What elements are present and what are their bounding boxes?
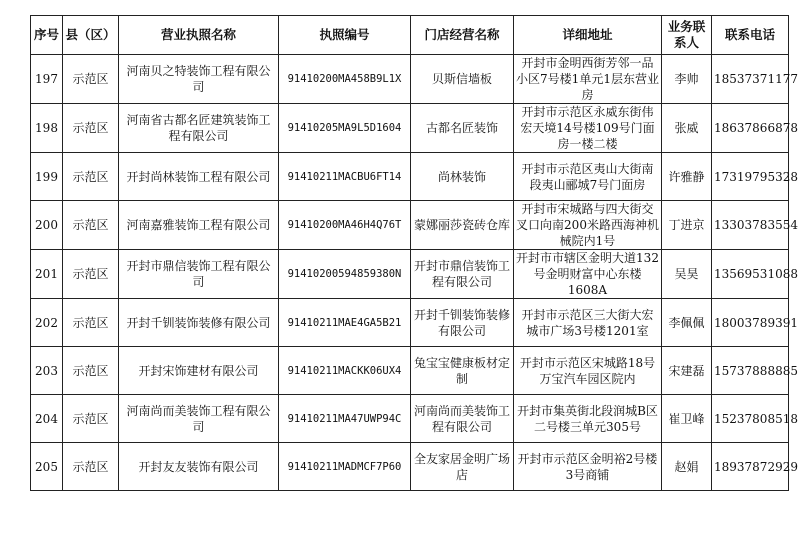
cell-contact: 崔卫峰 xyxy=(662,395,712,443)
cell-contact: 张威 xyxy=(662,104,712,153)
cell-no: 197 xyxy=(31,55,63,104)
cell-county: 示范区 xyxy=(63,299,119,347)
cell-phone: 18003789391 xyxy=(712,299,789,347)
header-county: 县（区） xyxy=(63,16,119,55)
cell-license: 91410211MA47UWP94C xyxy=(279,395,411,443)
cell-address: 开封市示范区金明裕2号楼3号商铺 xyxy=(514,443,662,491)
cell-store: 河南尚而美装饰工程有限公司 xyxy=(411,395,514,443)
cell-phone: 18637866878 xyxy=(712,104,789,153)
table-row xyxy=(31,104,789,153)
cell-store: 全友家居金明广场店 xyxy=(411,443,514,491)
cell-address: 开封市金明西街芳邻一品小区7号楼1单元1层东营业房 xyxy=(514,55,662,104)
cell-county: 示范区 xyxy=(63,395,119,443)
header-contact: 业务联系人 xyxy=(662,16,712,55)
cell-county: 示范区 xyxy=(63,250,119,299)
cell-no: 200 xyxy=(31,201,63,250)
cell-address: 开封市示范区夷山大街南段夷山郦城7号门面房 xyxy=(514,153,662,201)
table-row xyxy=(31,299,789,347)
cell-company: 开封友友装饰有限公司 xyxy=(119,443,279,491)
cell-company: 河南尚而美装饰工程有限公司 xyxy=(119,395,279,443)
table-row xyxy=(31,250,789,299)
cell-company: 开封市鼎信装饰工程有限公司 xyxy=(119,250,279,299)
cell-phone: 18537371177 xyxy=(712,55,789,104)
cell-company: 河南嘉雅装饰工程有限公司 xyxy=(119,201,279,250)
cell-county: 示范区 xyxy=(63,55,119,104)
cell-address: 开封市示范区宋城路18号万宝汽车园区院内 xyxy=(514,347,662,395)
table-row xyxy=(31,347,789,395)
cell-county: 示范区 xyxy=(63,443,119,491)
table-row xyxy=(31,395,789,443)
table-row xyxy=(31,153,789,201)
cell-contact: 宋建磊 xyxy=(662,347,712,395)
cell-no: 203 xyxy=(31,347,63,395)
cell-address: 开封市集英街北段润城B区二号楼三单元305号 xyxy=(514,395,662,443)
header-no: 序号 xyxy=(31,16,63,55)
cell-phone: 17319795328 xyxy=(712,153,789,201)
cell-contact: 赵娟 xyxy=(662,443,712,491)
cell-store: 开封市鼎信装饰工程有限公司 xyxy=(411,250,514,299)
table-row xyxy=(31,55,789,104)
cell-phone: 13569531088 xyxy=(712,250,789,299)
cell-store: 尚林装饰 xyxy=(411,153,514,201)
cell-store: 古都名匠装饰 xyxy=(411,104,514,153)
cell-no: 199 xyxy=(31,153,63,201)
cell-license: 91410211MADMCF7P60 xyxy=(279,443,411,491)
cell-company: 河南贝之特装饰工程有限公司 xyxy=(119,55,279,104)
cell-contact: 吴昊 xyxy=(662,250,712,299)
cell-store: 贝斯信墙板 xyxy=(411,55,514,104)
cell-license: 91410200MA46H4Q76T xyxy=(279,201,411,250)
cell-license: 91410200594859380N xyxy=(279,250,411,299)
cell-no: 202 xyxy=(31,299,63,347)
cell-phone: 15237808518 xyxy=(712,395,789,443)
cell-company: 开封千钏装饰装修有限公司 xyxy=(119,299,279,347)
header-license: 执照编号 xyxy=(279,16,411,55)
cell-county: 示范区 xyxy=(63,201,119,250)
header-row xyxy=(31,16,789,55)
cell-store: 兔宝宝健康板材定制 xyxy=(411,347,514,395)
header-store: 门店经营名称 xyxy=(411,16,514,55)
cell-license: 91410211MAE4GA5B21 xyxy=(279,299,411,347)
cell-contact: 李帅 xyxy=(662,55,712,104)
cell-no: 205 xyxy=(31,443,63,491)
header-company: 营业执照名称 xyxy=(119,16,279,55)
cell-license: 91410205MA9L5D1604 xyxy=(279,104,411,153)
cell-phone: 18937872929 xyxy=(712,443,789,491)
cell-address: 开封市市辖区金明大道132号金明财富中心东楼1608A xyxy=(514,250,662,299)
table-row xyxy=(31,201,789,250)
cell-address: 开封市示范区三大街大宏城市广场3号楼1201室 xyxy=(514,299,662,347)
cell-phone: 13303783554 xyxy=(712,201,789,250)
cell-county: 示范区 xyxy=(63,347,119,395)
company-list-table xyxy=(30,15,798,491)
cell-no: 201 xyxy=(31,250,63,299)
cell-company: 开封尚林装饰工程有限公司 xyxy=(119,153,279,201)
cell-license: 91410211MACBU6FT14 xyxy=(279,153,411,201)
table-row xyxy=(31,443,789,491)
cell-county: 示范区 xyxy=(63,104,119,153)
header-phone: 联系电话 xyxy=(712,16,789,55)
cell-contact: 许雅静 xyxy=(662,153,712,201)
cell-store: 开封千钏装饰装修有限公司 xyxy=(411,299,514,347)
cell-contact: 李佩佩 xyxy=(662,299,712,347)
cell-address: 开封市示范区永威东街伟宏天境14号楼109号门面房一楼二楼 xyxy=(514,104,662,153)
cell-address: 开封市宋城路与四大街交叉口向南200米路西海神机械院内1号 xyxy=(514,201,662,250)
cell-store: 蒙娜丽莎瓷砖仓库 xyxy=(411,201,514,250)
cell-company: 河南省古都名匠建筑装饰工程有限公司 xyxy=(119,104,279,153)
cell-license: 91410200MA458B9L1X xyxy=(279,55,411,104)
cell-no: 204 xyxy=(31,395,63,443)
cell-company: 开封宋饰建材有限公司 xyxy=(119,347,279,395)
cell-phone: 15737888885 xyxy=(712,347,789,395)
cell-county: 示范区 xyxy=(63,153,119,201)
header-address: 详细地址 xyxy=(514,16,662,55)
cell-contact: 丁进京 xyxy=(662,201,712,250)
cell-no: 198 xyxy=(31,104,63,153)
cell-license: 91410211MACKK06UX4 xyxy=(279,347,411,395)
